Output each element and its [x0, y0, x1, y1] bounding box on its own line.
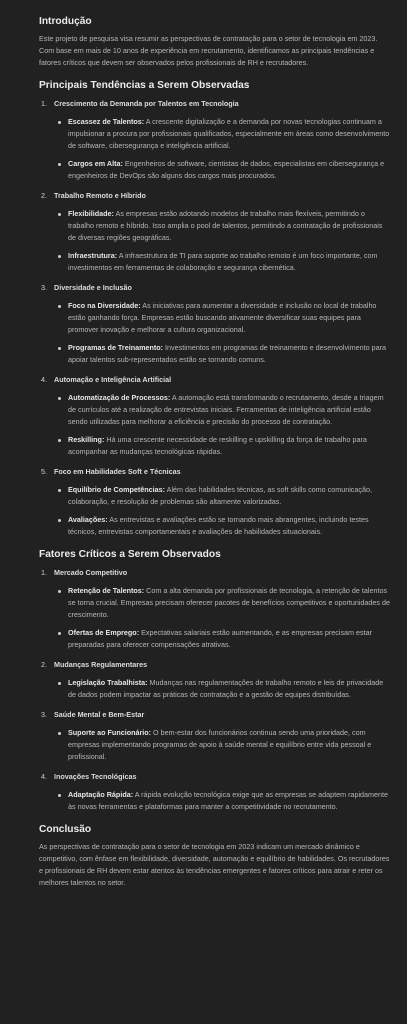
- sub-item-term: Programas de Treinamento:: [68, 343, 164, 352]
- item-title: Mercado Competitivo: [54, 568, 128, 577]
- intro-paragraph: Este projeto de pesquisa visa resumir as perspectivas de contratação para o setor de tecnologia em 2023. Com base em mais de 10 anos de experiência em recrutamento, identificamos as principais tendências e fatores críticos que devem ser observados pelos profissionais de RH e recrutadores.: [39, 34, 378, 67]
- list-item: [39, 567, 391, 651]
- sub-list: [54, 727, 391, 763]
- sub-list: [54, 585, 391, 651]
- list-item: [39, 98, 391, 182]
- sub-item-term: Automatização de Processos:: [68, 393, 171, 402]
- list-item: [39, 190, 391, 274]
- sub-list-item: [54, 116, 391, 152]
- item-title: Foco em Habilidades Soft e Técnicas: [54, 467, 181, 476]
- item-number: 2.: [41, 660, 47, 669]
- item-title: Inovações Tecnológicas: [54, 772, 137, 781]
- sub-item-text: As empresas estão adotando modelos de trabalho mais flexíveis, permitindo o trabalho remoto e híbrido. Isso amplia o pool de talentos, permitindo a contratação de profissionais de diversas regiões geográficas.: [68, 209, 383, 242]
- sub-list-item: [54, 484, 391, 508]
- item-title: Automação e Inteligência Artificial: [54, 375, 172, 384]
- sub-list-item: [54, 789, 391, 813]
- item-number: 1.: [41, 568, 47, 577]
- sub-list-item: [54, 727, 391, 763]
- sub-item-term: Foco na Diversidade:: [68, 301, 141, 310]
- sub-item-term: Cargos em Alta:: [68, 159, 123, 168]
- item-title: Saúde Mental e Bem-Estar: [54, 710, 145, 719]
- sub-item-text: Com a alta demanda por profissionais de tecnologia, a retenção de talentos se torna crucial. Empresas precisam oferecer pacotes de benefícios competitivos e oportunidades de crescimento.: [68, 586, 391, 619]
- sub-list: [54, 789, 391, 813]
- sub-list-item: [54, 300, 391, 336]
- sub-item-term: Ofertas de Emprego:: [68, 628, 140, 637]
- sub-item-term: Suporte ao Funcionário:: [68, 728, 152, 737]
- item-number: 3.: [41, 710, 47, 719]
- sub-item-term: Equilíbrio de Competências:: [68, 485, 166, 494]
- sub-list-item: [54, 158, 391, 182]
- item-title: Crescimento da Demanda por Talentos em Tecnologia: [54, 99, 239, 108]
- sub-item-term: Retenção de Talentos:: [68, 586, 145, 595]
- sub-item-text: Há uma crescente necessidade de reskilling e upskilling da força de trabalho para acompanhar as mudanças tecnológicas rápidas.: [68, 435, 367, 456]
- item-number: 3.: [41, 283, 47, 292]
- sub-item-text: Expectativas salariais estão aumentando, e as empresas precisam estar preparadas para oferecer compensações atrativas.: [68, 628, 373, 649]
- sub-list-item: [54, 342, 391, 366]
- sub-item-term: Infraestrutura:: [68, 251, 118, 260]
- sub-item-text: A infraestrutura de TI para suporte ao trabalho remoto é um foco importante, com investimentos em ferramentas de colaboração e segurança cibernética.: [68, 251, 378, 272]
- sub-item-text: O bem-estar dos funcionários continua sendo uma prioridade, com empresas implementando programas de apoio à saúde mental e equilíbrio entre vida pessoal e profissional.: [68, 728, 372, 761]
- item-number: 2.: [41, 191, 47, 200]
- list-item: [39, 282, 391, 366]
- list-item: [39, 709, 391, 763]
- sub-list-item: [54, 627, 391, 651]
- sub-list-item: [54, 514, 391, 538]
- factors-heading: Fatores Críticos a Serem Observados: [39, 549, 221, 560]
- sub-item-term: Legislação Trabalhista:: [68, 678, 148, 687]
- sub-item-text: Engenheiros de software, cientistas de dados, especialistas em cibersegurança e engenheiros de DevOps são alguns dos cargos mais procurados.: [68, 159, 385, 180]
- item-title: Diversidade e Inclusão: [54, 283, 132, 292]
- item-title: Mudanças Regulamentares: [54, 660, 148, 669]
- list-item: [39, 659, 391, 701]
- sub-item-text: As iniciativas para aumentar a diversidade e inclusão no local de trabalho estão ganhando força. Empresas estão buscando ativamente diversificar suas equipes para promover inovação e melhorar a cultura organizacional.: [68, 301, 377, 334]
- list-item: [39, 466, 391, 538]
- sub-list-item: [54, 392, 391, 428]
- item-number: 5.: [41, 467, 47, 476]
- trends-list: [39, 98, 391, 538]
- sub-item-term: Flexibilidade:: [68, 209, 114, 218]
- list-item: [39, 374, 391, 458]
- sub-list: [54, 116, 391, 182]
- sub-list-item: [54, 208, 391, 244]
- sub-list-item: [54, 250, 391, 274]
- list-item: [39, 771, 391, 813]
- sub-list: [54, 484, 391, 538]
- item-title: Trabalho Remoto e Híbrido: [54, 191, 146, 200]
- sub-list: [54, 208, 391, 274]
- intro-heading: Introdução: [39, 16, 92, 27]
- sub-item-term: Adaptação Rápida:: [68, 790, 134, 799]
- sub-list-item: [54, 677, 391, 701]
- item-number: 4.: [41, 772, 47, 781]
- sub-list-item: [54, 585, 391, 621]
- sub-item-text: As entrevistas e avaliações estão se tornando mais abrangentes, incluindo testes técnicos, entrevistas comportamentais e avaliações de habilidades situacionais.: [68, 515, 369, 536]
- sub-item-text: A automação está transformando o recrutamento, desde a triagem de currículos até a realização de entrevistas iniciais. Ferramentas de inteligência artificial estão sendo utilizadas para melhorar a eficiência e precisão do processo de contratação.: [68, 393, 384, 426]
- sub-item-text: A rápida evolução tecnológica exige que as empresas se adaptem rapidamente às novas ferramentas e plataformas para manter a competitividade no recrutamento.: [68, 790, 389, 811]
- sub-list-item: [54, 434, 391, 458]
- factors-list: [39, 567, 391, 813]
- sub-item-text: A crescente digitalização e a demanda por novas tecnologias continuam a impulsionar a procura por profissionais qualificados, especialmente em áreas como desenvolvimento de software, cibersegurança e inteligência artificial.: [68, 117, 390, 150]
- sub-item-term: Reskilling:: [68, 435, 105, 444]
- conclusion-heading: Conclusão: [39, 824, 92, 835]
- sub-list: [54, 392, 391, 458]
- trends-heading: Principais Tendências a Serem Observadas: [39, 80, 250, 91]
- item-number: 4.: [41, 375, 47, 384]
- sub-list: [54, 300, 391, 366]
- item-number: 1.: [41, 99, 47, 108]
- conclusion-paragraph: As perspectivas de contratação para o setor de tecnologia em 2023 indicam um mercado dinâmico e competitivo, com ênfase em flexibilidade, diversidade, automação e equilíbrio de habilidades. Os recrutadores e profissionais de RH devem estar atentos às tendências emergentes e fatores críticos para atrair e reter os melhores talentos no setor.: [39, 842, 390, 887]
- sub-item-text: Além das habilidades técnicas, as soft skills como comunicação, colaboração, e resolução de problemas são altamente valorizadas.: [68, 485, 372, 506]
- sub-item-term: Escassez de Talentos:: [68, 117, 145, 126]
- sub-item-text: Mudanças nas regulamentações de trabalho remoto e leis de privacidade de dados podem impactar as práticas de contratação e a gestão de equipes distribuídas.: [68, 678, 384, 699]
- sub-item-text: Investimentos em programas de treinamento e desenvolvimento para apoiar talentos sub-representados estão se tornando comuns.: [68, 343, 386, 364]
- sub-list: [54, 677, 391, 701]
- sub-item-term: Avaliações:: [68, 515, 108, 524]
